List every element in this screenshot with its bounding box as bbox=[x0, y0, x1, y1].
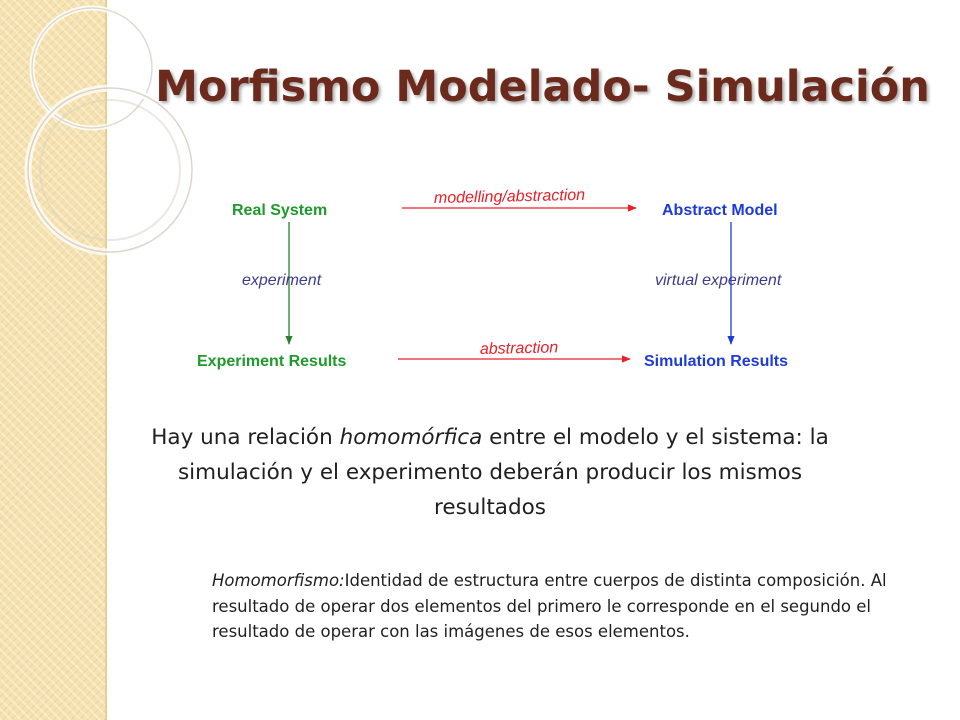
edge-label-virtual-experiment: virtual experiment bbox=[655, 272, 782, 289]
definition-text: Identidad de estructura entre cuerpos de distinta composición. Al resultado de operar dos elementos del primero le corresponde en el segundo el resultado de operar con las imágenes de esos elementos. bbox=[212, 571, 887, 641]
paragraph-part2: entre el modelo y el sistema: la simulación y el experimento deberán producir los mismos resultados bbox=[177, 425, 829, 520]
page-title: Morfismo Modelado- Simulación bbox=[155, 62, 930, 112]
node-abstract-model: Abstract Model bbox=[662, 202, 778, 219]
edge-label-experiment: experiment bbox=[242, 272, 322, 289]
edge-label-modelling: modelling/abstraction bbox=[433, 186, 586, 207]
definition-term: Homomorfismo: bbox=[212, 571, 345, 590]
node-simulation-results: Simulation Results bbox=[644, 353, 789, 370]
node-experiment-results: Experiment Results bbox=[197, 353, 347, 370]
paragraph-emphasis: homomórfica bbox=[339, 425, 483, 450]
homomorphism-definition bbox=[212, 568, 917, 645]
node-real-system: Real System bbox=[232, 202, 328, 219]
edge-label-abstraction: abstraction bbox=[479, 339, 559, 358]
paragraph-part1: Hay una relación bbox=[151, 425, 340, 450]
homomorphic-relation-paragraph bbox=[150, 420, 830, 525]
